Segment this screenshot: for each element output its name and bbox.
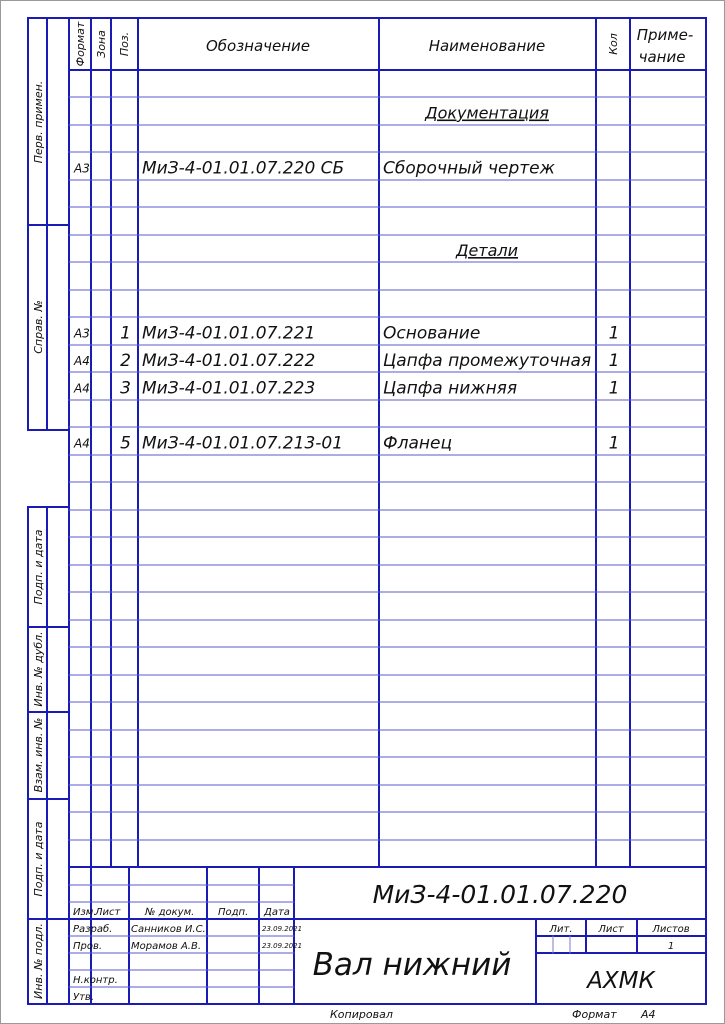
role-razrab: Разраб. bbox=[73, 924, 113, 935]
row-format: А4 bbox=[74, 381, 90, 396]
role-nkontr: Н.контр. bbox=[73, 975, 118, 986]
footer-copied: Копировал bbox=[330, 1008, 393, 1021]
frame-lines bbox=[28, 18, 706, 1004]
date-razrab: 23.09.2021 bbox=[262, 925, 303, 933]
row-position: 1 bbox=[120, 323, 131, 344]
header-format: Формат bbox=[74, 21, 87, 67]
row-quantity: 1 bbox=[608, 433, 620, 454]
row-quantity: 1 bbox=[608, 351, 620, 371]
header-note-line1: Приме- bbox=[636, 26, 694, 44]
row-name: Цапфа промежуточная bbox=[383, 351, 592, 371]
document-code: МиЗ-4-01.01.07.220 bbox=[372, 880, 628, 909]
person-prov: Морамов А.В. bbox=[131, 941, 202, 952]
row-quantity: 1 bbox=[608, 323, 620, 344]
row-name: Фланец bbox=[383, 433, 453, 454]
section-title: Детали bbox=[455, 241, 519, 260]
row-designation: МиЗ-4-01.01.07.213-01 bbox=[142, 433, 344, 454]
specification-rows bbox=[73, 104, 619, 454]
row-designation: МиЗ-4-01.01.07.220 СБ bbox=[142, 158, 345, 179]
col-podp: Подп. bbox=[218, 907, 249, 918]
col-docum: № докум. bbox=[145, 907, 195, 918]
header-note-line2: чание bbox=[638, 48, 686, 66]
header-qty: Кол bbox=[607, 33, 620, 55]
product-title: Вал нижний bbox=[312, 947, 512, 983]
side-label-inv-podl: Инв. № подл. bbox=[32, 923, 45, 999]
header-pos: Поз. bbox=[118, 31, 131, 57]
table-rule-lines bbox=[69, 97, 706, 987]
side-label-perv-primen: Перв. примен. bbox=[32, 80, 45, 164]
col-izm: Изм. bbox=[73, 907, 97, 918]
side-label-inv-dubl: Инв. № дубл. bbox=[32, 631, 45, 707]
side-label-vzam-inv: Взам. инв. № bbox=[32, 717, 45, 793]
row-designation: МиЗ-4-01.01.07.222 bbox=[142, 351, 316, 371]
row-position: 2 bbox=[120, 351, 131, 371]
organization: АХМК bbox=[587, 968, 655, 994]
listov-label: Листов bbox=[652, 924, 690, 935]
side-label-sprav-no: Справ. № bbox=[32, 300, 45, 354]
row-name: Основание bbox=[383, 323, 481, 344]
header-name: Наименование bbox=[428, 37, 546, 55]
row-format: А3 bbox=[74, 161, 90, 176]
side-label-podp-data-2: Подп. и дата bbox=[32, 821, 45, 897]
lit-label: Лит. bbox=[549, 924, 573, 935]
row-quantity: 1 bbox=[608, 378, 620, 399]
list-label: Лист bbox=[598, 924, 624, 935]
sheet-text-layer bbox=[32, 21, 693, 1021]
section-title: Документация bbox=[425, 103, 549, 123]
role-prov: Пров. bbox=[73, 941, 103, 952]
row-format: А4 bbox=[74, 354, 90, 368]
footer-format-value: А4 bbox=[641, 1008, 656, 1021]
row-position: 3 bbox=[120, 378, 131, 399]
role-utv: Утв. bbox=[73, 992, 94, 1003]
row-position: 5 bbox=[120, 433, 131, 454]
footer-format-label: Формат bbox=[572, 1008, 617, 1021]
row-name: Сборочный чертеж bbox=[383, 158, 555, 179]
date-prov: 23.09.2021 bbox=[262, 942, 303, 950]
row-format: А4 bbox=[74, 436, 90, 451]
col-list: Лист bbox=[95, 907, 121, 918]
row-designation: МиЗ-4-01.01.07.223 bbox=[142, 378, 316, 399]
side-label-podp-data-1: Подп. и дата bbox=[32, 529, 45, 605]
row-format: А3 bbox=[74, 326, 90, 341]
listov-value: 1 bbox=[667, 941, 675, 952]
person-razrab: Санников И.С. bbox=[131, 924, 206, 935]
row-name: Цапфа нижняя bbox=[383, 378, 518, 399]
header-zone: Зона bbox=[95, 30, 108, 58]
header-designation: Обозначение bbox=[205, 37, 311, 55]
row-designation: МиЗ-4-01.01.07.221 bbox=[142, 323, 316, 344]
sheet-outline bbox=[1, 1, 725, 1024]
col-data: Дата bbox=[264, 907, 290, 918]
